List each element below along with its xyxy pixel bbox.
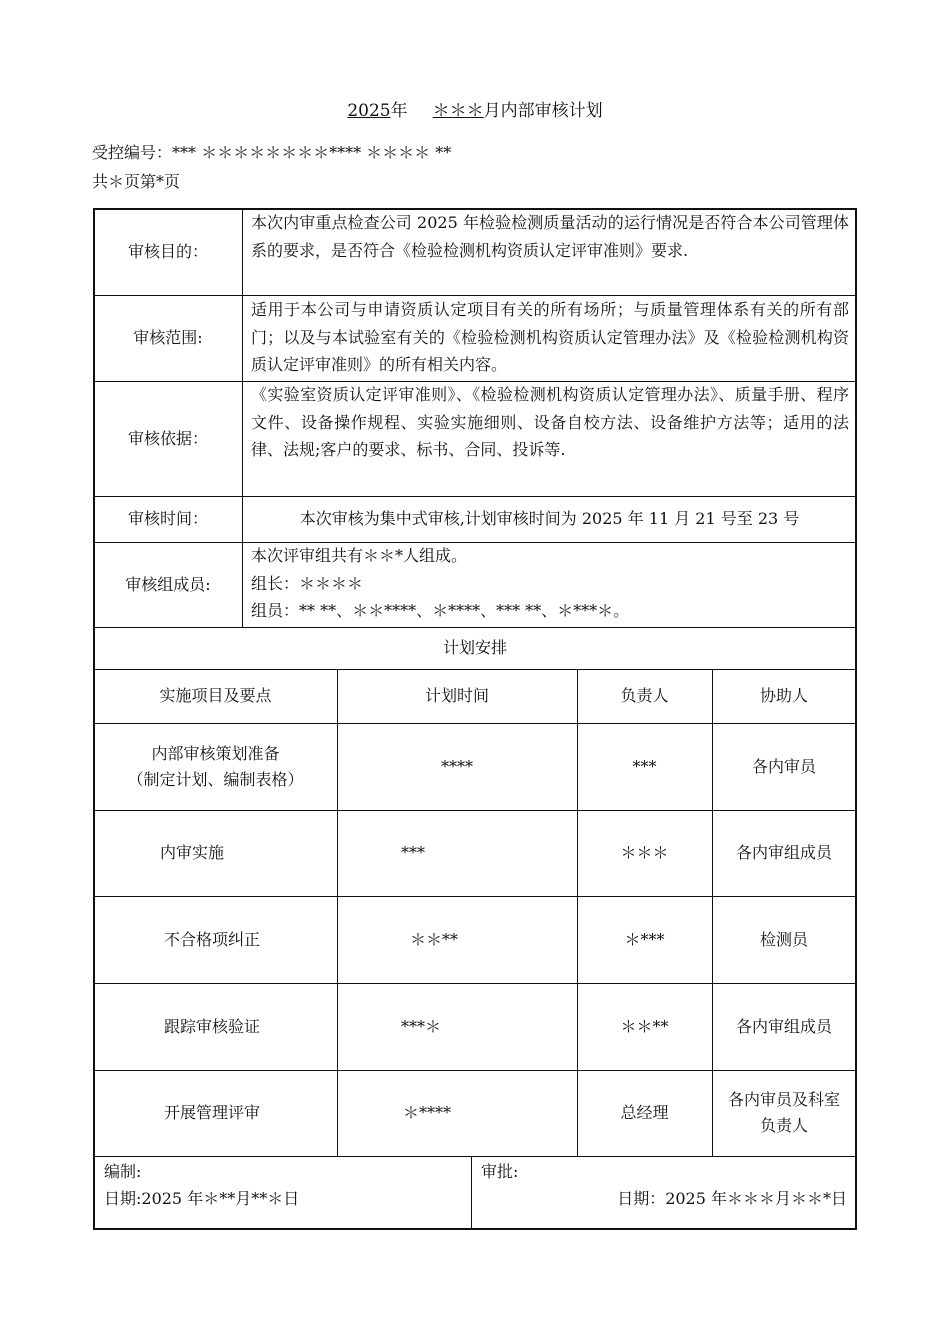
col-header-owner: 负责人 [620, 686, 669, 705]
col-header-item: 实施项目及要点 [159, 686, 272, 705]
label-audit-time: 审核时间： [127, 509, 208, 528]
title-year-unit: 年 [390, 101, 408, 121]
page-count: 共＊页第*页 [92, 172, 181, 191]
table-row-item [94, 723, 337, 810]
table-row-item: 不合格项纠正 [163, 929, 260, 949]
content-audit-members [251, 542, 849, 625]
label-audit-purpose: 审核目的： [127, 242, 208, 261]
table-row-assist: 各内审员 [751, 756, 816, 776]
table-row-assist: 各内审组成员 [735, 843, 832, 862]
item-title: 内部审核策划准备 [151, 743, 280, 763]
table-row-item: 内审实施 [159, 843, 224, 862]
table-row-assist: 各内审组成员 [735, 1016, 832, 1036]
table-row-time: ＊＊** [409, 929, 458, 949]
table-row-item: 开展管理评审 [163, 1103, 260, 1122]
col-header-time: 计划时间 [424, 686, 489, 705]
content-audit-basis: 《实验室资质认定评审准则》、《检验检测机构资质认定管理办法》、质量手册、程序文件、设备操作规程、实验实施细则、设备自校方法、设备维护方法等；适用的法律、法规;客户的要求、标书、合同、投诉等. [251, 385, 849, 459]
table-row-time: ＊**** [402, 1103, 451, 1122]
title-rest: 月内部审核计划 [483, 101, 603, 121]
table-row-time: *** [401, 843, 425, 862]
page-title [0, 100, 950, 122]
col-header-assist: 协助人 [759, 686, 808, 705]
table-row-assist: 各内审员及科室负责人 [727, 1090, 840, 1135]
table-row-owner: ＊＊＊ [620, 843, 669, 862]
label-audit-scope: 审核范围: [133, 328, 203, 347]
label-audit-basis: 审核依据： [127, 428, 208, 448]
table-row-time: ***＊ [400, 1016, 441, 1036]
control-number: 受控编号：*** ＊＊＊＊＊＊＊＊**** ＊＊＊＊ ** [92, 143, 452, 162]
content-audit-scope: 适用于本公司与申请资质认定项目有关的所有场所；与质量管理体系有关的所有部门；以及与本试验室有关的《检验检测机构资质认定管理办法》及《检验检测机构资质认定评审准则》的所有相关内容。 [251, 300, 849, 374]
footer-divider [471, 1156, 472, 1228]
footer-prepared-date: 日期:2025 年＊**月**＊日 [104, 1189, 300, 1208]
table-row-owner: ＊*** [624, 929, 665, 949]
item-subtitle: （制定计划、编制表格） [127, 769, 304, 789]
members-summary: 本次评审组共有＊＊*人组成。 [251, 546, 468, 565]
content-audit-time: 本次审核为集中式审核,计划审核时间为 2025 年 11 月 21 号至 23 号 [299, 509, 800, 528]
table-row-owner: *** [632, 756, 657, 776]
table-row-owner: 总经理 [620, 1103, 669, 1122]
title-year: 2025 [347, 101, 391, 121]
table-row-item: 跟踪审核验证 [163, 1016, 260, 1036]
label-audit-members: 审核组成员: [125, 574, 211, 594]
table-row-assist: 检测员 [759, 929, 808, 949]
members-team: 组员：** **、＊＊****、＊****、*** **、＊***＊。 [251, 601, 630, 620]
footer-prepared-label: 编制: [104, 1162, 142, 1181]
footer-approved-date: 日期：2025 年＊＊＊月＊＊*日 [617, 1189, 847, 1208]
table-row-time: **** [441, 756, 473, 776]
plan-heading: 计划安排 [442, 638, 507, 657]
row-divider [94, 1156, 856, 1157]
footer-approved-label: 审批: [481, 1162, 519, 1181]
title-month-blank: ＊＊＊ [432, 101, 484, 121]
content-audit-purpose: 本次内审重点检查公司 2025 年检验检测质量活动的运行情况是否符合本公司管理体系的要求，是否符合《检验检测机构资质认定评审准则》要求. [251, 213, 849, 260]
members-leader: 组长：＊＊＊＊ [251, 573, 364, 593]
label-column-divider [242, 209, 243, 627]
table-row-owner: ＊＊** [620, 1016, 669, 1036]
